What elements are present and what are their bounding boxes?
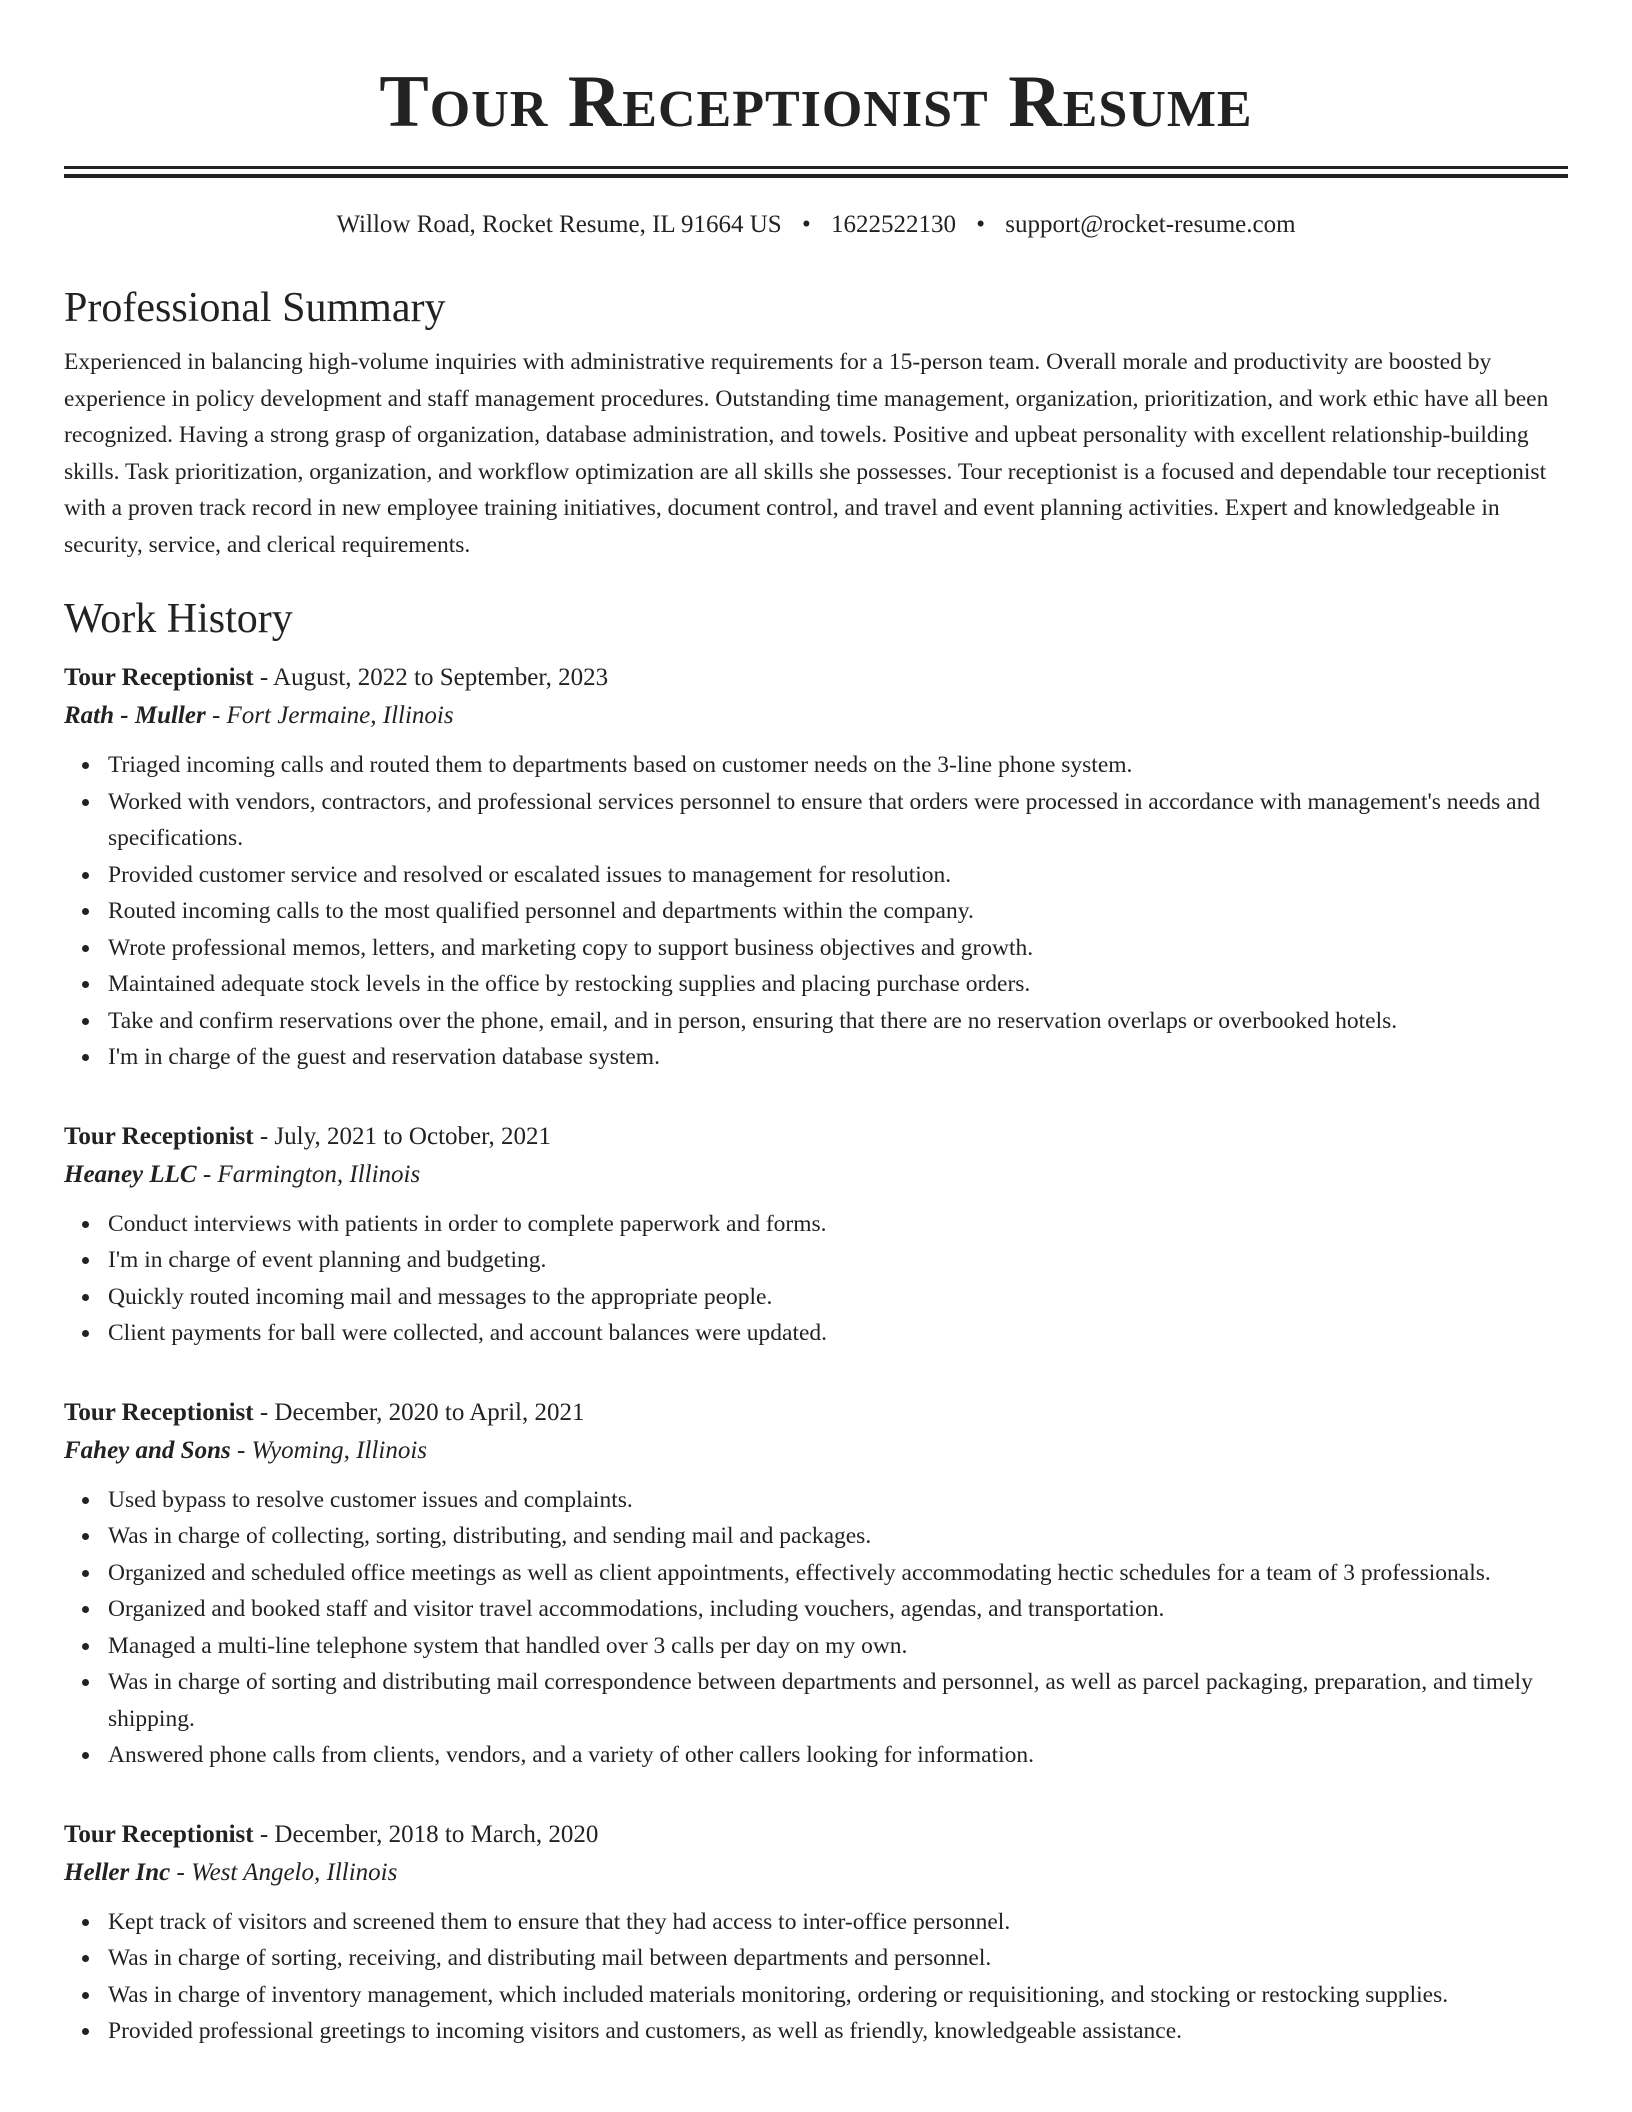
duty-item: Worked with vendors, contractors, and professional services personnel to ensure that orders were processed in accordance with management's needs and specifications. [108,784,1568,857]
job-location: - West Angelo, Illinois [170,1858,398,1886]
duty-item: Was in charge of sorting, receiving, and distributing mail between departments and personnel. [108,1940,1568,1977]
duty-item: Was in charge of sorting and distributing mail correspondence between departments and personnel, as well as parcel packaging, preparation, and timely shipping. [108,1664,1568,1737]
contact-email: support@rocket-resume.com [1005,211,1296,238]
job-company-line [64,697,1568,735]
job-dates: - December, 2020 to April, 2021 [253,1398,585,1426]
duty-item: Organized and booked staff and visitor travel accommodations, including vouchers, agendas, and transportation. [108,1591,1568,1628]
job-location: - Wyoming, Illinois [230,1436,428,1464]
job-company-line [64,1854,1568,1892]
job-title: Tour Receptionist [64,1122,254,1150]
duty-item: Was in charge of collecting, sorting, distributing, and sending mail and packages. [108,1518,1568,1555]
job-duties [64,1482,1568,1774]
duty-item: I'm in charge of the guest and reservation database system. [108,1039,1568,1076]
summary-text: Experienced in balancing high-volume inquiries with administrative requirements for a 15-person team. Overall morale and productivity are boosted by experience in policy development and staff management procedures. Outstanding time management, organization, prioritization, and work ethic have all been recognized. Having a strong grasp of organization, database administration, and towels. Positive and upbeat personality with excellent relationship-building skills. Task prioritization, organization, and workflow optimization are all skills she possesses. Tour receptionist is a focused and dependable tour receptionist with a proven track record in new employee training initiatives, document control, and travel and event planning activities. Expert and knowledgeable in security, service, and clerical requirements. [64,349,1549,558]
job-dates: - December, 2018 to March, 2020 [253,1820,599,1848]
contact-separator: • [801,211,811,238]
job-company: Fahey and Sons [64,1436,231,1464]
duty-item: Triaged incoming calls and routed them to departments based on customer needs on the 3-line phone system. [108,747,1568,784]
work-history-heading: Work History [64,596,293,642]
job-title: Tour Receptionist [64,1820,254,1848]
job-entry [64,1118,1568,1352]
duty-item: Wrote professional memos, letters, and marketing copy to support business objectives and growth. [108,930,1568,967]
duty-item: I'm in charge of event planning and budgeting. [108,1242,1568,1279]
job-location: - Fort Jermaine, Illinois [205,702,454,729]
job-header [64,659,1568,697]
job-entry [64,1816,1568,2050]
duty-item: Used bypass to resolve customer issues and complaints. [108,1482,1568,1519]
duty-item: Take and confirm reservations over the phone, email, and in person, ensuring that there are no reservation overlaps or overbooked hotels. [108,1003,1568,1040]
title-divider [64,166,1568,178]
duty-item: Maintained adequate stock levels in the office by restocking supplies and placing purchase orders. [108,966,1568,1003]
duty-item: Conduct interviews with patients in order to complete paperwork and forms. [108,1206,1568,1243]
contact-phone: 1622522130 [830,211,956,238]
job-location: - Farmington, Illinois [196,1160,421,1188]
job-dates: - July, 2021 to October, 2021 [253,1122,551,1150]
summary-heading: Professional Summary [64,285,446,331]
duty-item: Managed a multi-line telephone system that handled over 3 calls per day on my own. [108,1628,1568,1665]
job-company: Heller Inc [64,1858,171,1886]
job-company: Heaney LLC [64,1160,197,1188]
job-duties [64,747,1568,1076]
duty-item: Provided customer service and resolved or escalated issues to management for resolution. [108,857,1568,894]
job-header [64,1816,1568,1854]
job-duties [64,1904,1568,2050]
duty-item: Answered phone calls from clients, vendors, and a variety of other callers looking for information. [108,1737,1568,1774]
job-company-line [64,1432,1568,1470]
job-header [64,1394,1568,1432]
duty-item: Provided professional greetings to incoming visitors and customers, as well as friendly, knowledgeable assistance. [108,2013,1568,2050]
duty-item: Routed incoming calls to the most qualified personnel and departments within the company. [108,893,1568,930]
job-title: Tour Receptionist [64,664,254,691]
job-company-line [64,1156,1568,1194]
job-title: Tour Receptionist [64,1398,254,1426]
job-entry [64,1394,1568,1774]
resume-title: Tour Receptionist Resume [379,61,1253,143]
duty-item: Client payments for ball were collected, and account balances were updated. [108,1315,1568,1352]
contact-separator: • [976,211,985,238]
job-dates: - August, 2022 to September, 2023 [253,664,609,691]
job-header [64,1118,1568,1156]
work-history-list [64,659,1568,2050]
job-duties [64,1206,1568,1352]
duty-item: Quickly routed incoming mail and messages to the appropriate people. [108,1279,1568,1316]
duty-item: Was in charge of inventory management, which included materials monitoring, ordering or requisitioning, and stocking or restocking supplies. [108,1977,1568,2014]
contact-address: Willow Road, Rocket Resume, IL 91664 US [336,211,782,238]
duty-item: Kept track of visitors and screened them to ensure that they had access to inter-office personnel. [108,1904,1568,1941]
job-company: Rath - Muller [64,702,206,729]
contact-line [64,208,1568,242]
job-entry [64,659,1568,1076]
duty-item: Organized and scheduled office meetings as well as client appointments, effectively accommodating hectic schedules for a team of 3 professionals. [108,1555,1568,1592]
